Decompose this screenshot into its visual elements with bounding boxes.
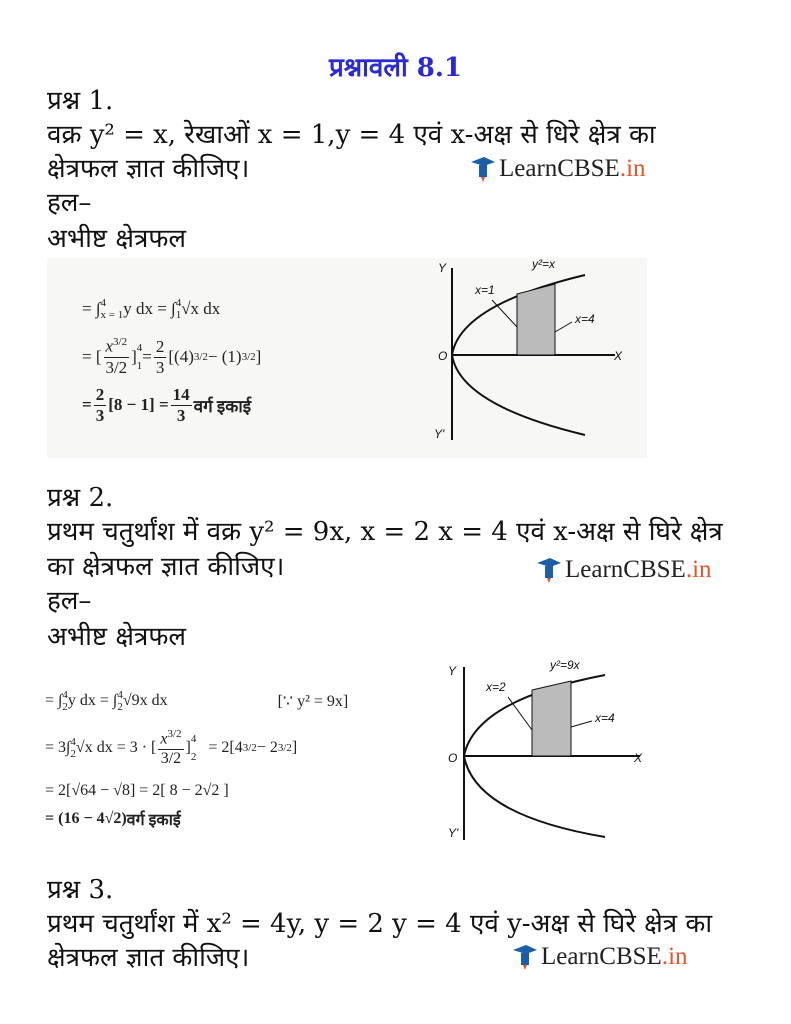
logo-suffix: .in: [685, 556, 712, 583]
q3-text-line2: क्षेत्रफल ज्ञात कीजिए।: [47, 943, 250, 973]
pointer-x4: [555, 322, 572, 332]
label-curve: y²=9x: [550, 658, 580, 672]
q2-text-line1: प्रथम चतुर्थांश में वक्र y² = 9x, x = 2 x = 4 एवं x-अक्ष से घिरे क्षेत्र: [47, 517, 723, 547]
learncbse-logo: [536, 556, 712, 584]
label-x: X: [614, 349, 623, 363]
label-line1: x=2: [486, 680, 506, 694]
q1-solution-label: हल–: [47, 188, 92, 218]
graduation-cap-icon: [512, 944, 538, 970]
label-x: X: [634, 751, 643, 765]
label-origin: O: [448, 751, 458, 765]
logo-suffix: .in: [661, 943, 688, 970]
q1-text-line1: वक्र y² = x, रेखाओं x = 1,y = 4 एवं x-अक्ष से धिरे क्षेत्र का: [47, 120, 656, 150]
label-line1: x=1: [475, 283, 495, 297]
pointer-x1: [492, 300, 517, 327]
q1-text-line2: क्षेत्रफल ज्ञात कीजिए।: [47, 154, 250, 184]
q3-label: प्रश्न 3.: [47, 875, 114, 905]
pointer-x2: [508, 697, 532, 730]
exercise-title: प्रश्नावली 8.1: [328, 53, 462, 83]
pointer-x4: [571, 721, 592, 727]
q2-text-line2: का क्षेत्रफल ज्ञात कीजिए।: [47, 552, 285, 582]
q1-graph: [420, 250, 640, 450]
label-y-prime: Y': [434, 427, 445, 441]
q3-text-line1: प्रथम चतुर्थांश में x² = 4y, y = 2 y = 4 एवं y-अक्ष से घिरे क्षेत्र का: [47, 909, 713, 939]
logo-text: LearnCBSE: [499, 155, 620, 182]
logo-text: LearnCBSE: [541, 943, 662, 970]
q2-label: प्रश्न 2.: [47, 483, 114, 513]
learncbse-logo: [512, 943, 688, 971]
label-origin: O: [438, 349, 448, 363]
q1-math: = ∫ 4 x = 1 y dx = ∫ 4 1 √x dx = [ $\frac{x^{3/2}}{3/2}$ ] 4 1 = $\frac{2}{3}$ [(4) 3/2 − (1) 3/2 ] = $\frac{2}{3}$ [8 − 1] = $\frac{14}{3}$ वर्ग इकाई: [82, 297, 262, 425]
q2-solution-label: हल–: [47, 586, 92, 616]
q1-label: प्रश्न 1.: [47, 86, 114, 116]
logo-suffix: .in: [619, 155, 646, 182]
q1-required-area: अभीष्ट क्षेत्रफल: [47, 224, 186, 254]
label-y: Y: [438, 261, 447, 275]
label-line2: x=4: [575, 312, 595, 326]
shaded-region: [517, 284, 555, 355]
q2-math: = ∫ 4 2 y dx = ∫ 4 2 √9x dx [∵ y² = 9x] = 3∫ 4 2 √x dx = 3 · [ $\frac{x^{3/2}}{3/2}$ ] 4 2 = 2[4 3/2 − 2 3/2 ] = 2[√64 − √8] = 2[ 8 − 2√2 ] = (16 − 4√2) वर्ग इकाई: [45, 689, 349, 829]
graduation-cap-icon: [470, 156, 496, 182]
q2-graph: [440, 655, 660, 855]
label-line2: x=4: [595, 711, 615, 725]
shaded-region: [532, 681, 571, 756]
label-y-prime: Y': [448, 826, 459, 840]
q2-required-area: अभीष्ट क्षेत्रफल: [47, 622, 186, 652]
graduation-cap-icon: [536, 557, 562, 583]
label-curve: y²=x: [532, 257, 556, 271]
logo-text: LearnCBSE: [565, 556, 686, 583]
learncbse-logo: [470, 155, 646, 183]
label-y: Y: [448, 664, 457, 678]
